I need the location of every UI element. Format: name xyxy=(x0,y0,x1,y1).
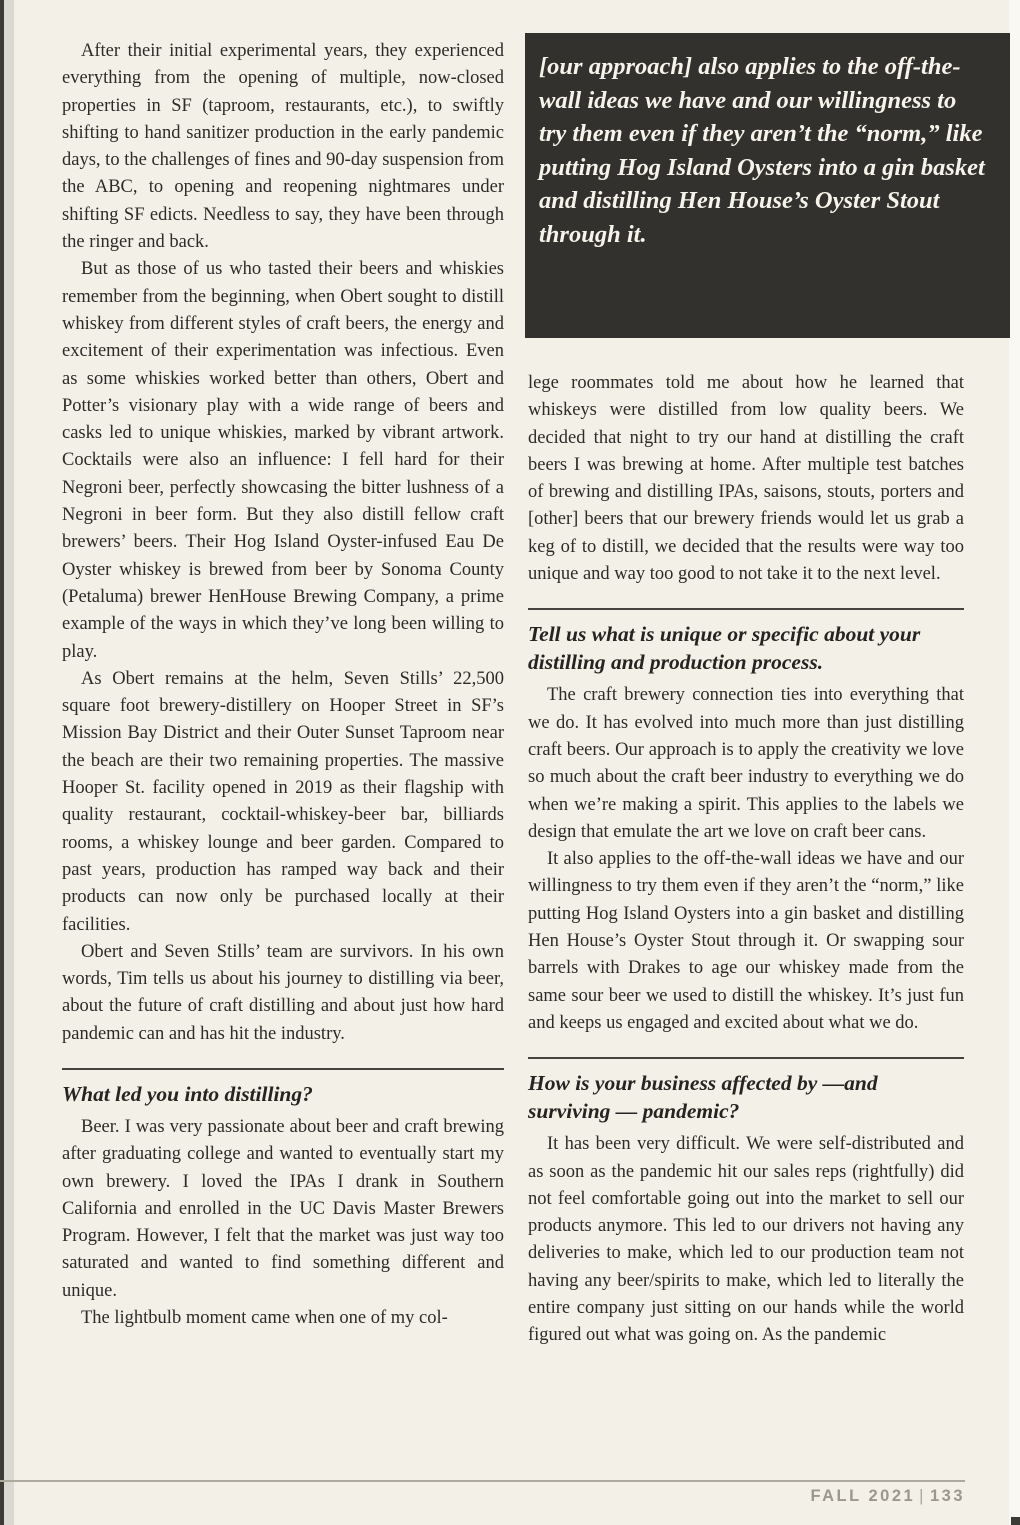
section-divider xyxy=(528,1057,964,1059)
question-heading: What led you into distilling? xyxy=(62,1081,313,1106)
paragraph: The lightbulb moment came when one of my col- xyxy=(81,1308,448,1329)
page-corner-mark xyxy=(1011,1517,1020,1525)
paragraph: lege roommates told me about how he learned that whiskeys were distilled from low quality beers. We decided that night to try our hand at distilling the craft beers I was brewing at home. After multiple test batches of brewing and distilling IPAs, saisons, stouts, porters and [other] beers that our brewery friends would let us grab a keg of to distill, we decided that the results were way too unique and way too good to not take it to the next level. xyxy=(528,373,964,585)
section-divider xyxy=(62,1068,504,1070)
footer-rule xyxy=(0,1480,965,1482)
pull-quote-box xyxy=(525,33,1010,338)
footer-page-number: 133 xyxy=(929,1487,965,1505)
paragraph: The craft brewery connection ties into everything that we do. It has evolved into much more than just distilling craft beers. Our approach is to apply the creativity we love so much about the craft beer industry to everything we do when we’re making a spirit. This applies to the labels we design that emulate the art we love on craft beer cans. xyxy=(528,685,964,842)
page-left-edge-highlight xyxy=(4,0,14,1525)
footer-separator: | xyxy=(919,1487,926,1505)
page-right-margin xyxy=(1009,0,1020,1525)
paragraph: Obert and Seven Stills’ team are survivors. In his own words, Tim tells us about his journey to distilling via beer, about the future of craft distilling and about just how hard pandemic can and has hit the industry. xyxy=(62,941,504,1044)
left-column xyxy=(62,38,504,1332)
section-divider xyxy=(528,608,964,610)
paragraph: After their initial experimental years, they experienced everything from the opening of multiple, now-closed properties in SF (taproom, restaurants, etc.), to swiftly shifting to hand sanitizer production in the early pandemic days, to the challenges of fines and 90-day suspension from the ABC, to opening and reopening nightmares under shifting SF edicts. Needless to say, they have been through the ringer and back. xyxy=(62,41,504,253)
paragraph: Beer. I was very passionate about beer and craft brewing after graduating college and wanted to eventually start my own brewery. I loved the IPAs I drank in Southern California and enrolled in the UC Davis Master Brewers Program. However, I felt that the market was just way too saturated and wanted to find something different and unique. xyxy=(62,1116,504,1301)
right-column xyxy=(528,370,964,1350)
question-heading: How is your business affected by —and surviving — pandemic? xyxy=(528,1071,878,1124)
paragraph: But as those of us who tasted their beers and whiskies remember from the beginning, when Obert sought to distill whiskey from different styles of craft beers, the energy and excitement of their experimentation was infectious. Even as some whiskies worked better than others, Obert and Potter’s visionary play with a wide range of beers and casks led to unique whiskies, marked by vibrant artwork. Cocktails were also an influence: I fell hard for their Negroni beer, perfectly showcasing the bitter lushness of a Negroni in beer form. But they also distill fellow craft brewers’ beers. Their Hog Island Oyster-infused Eau De Oyster whiskey is brewed from beer by Sonoma County (Petaluma) brewer HenHouse Brewing Company, a prime example of the ways in which they’ve long been willing to play. xyxy=(62,259,504,662)
paragraph: As Obert remains at the helm, Seven Stills’ 22,500 square foot brewery-distillery on Hooper Street in SF’s Mission Bay District and their Outer Sunset Taproom near the beach are their two remaining properties. The massive Hooper St. facility opened in 2019 as their flagship with quality restaurant, cocktail-whiskey-beer bar, billiards rooms, a whiskey lounge and beer garden. Compared to past years, production has ramped way back and their products can now only be purchased locally at their facilities. xyxy=(62,668,504,935)
question-heading: Tell us what is unique or specific about your distilling and production process. xyxy=(528,622,921,675)
pull-quote-text: [our approach] also applies to the off-the-wall ideas we have and our willingness to try them even if they aren’t the “norm,” like putting Hog Island Oysters into a gin basket and distilling Hen House’s Oyster Stout through it. xyxy=(539,53,985,248)
page-footer xyxy=(0,1487,965,1506)
paragraph: It also applies to the off-the-wall ideas we have and our willingness to try them even if they aren’t the “norm,” like putting Hog Island Oysters into a gin basket and distilling Hen House’s Oyster Stout through it. Or swapping sour barrels with Drakes to age our whiskey made from the same sour beer we used to distill the whiskey. It’s just fun and keeps us engaged and excited about what we do. xyxy=(528,849,964,1033)
footer-issue: FALL 2021 xyxy=(810,1487,916,1505)
paragraph: It has been very difficult. We were self-distributed and as soon as the pandemic hit our sales reps (rightfully) did not feel comfortable going out into the market to sell our products anymore. This led to our drivers not having any deliveries to make, which led to our production team not having any beer/spirits to make, which led to literally the entire company just sitting on our hands while the world figured out what was going on. As the pandemic xyxy=(528,1134,964,1346)
